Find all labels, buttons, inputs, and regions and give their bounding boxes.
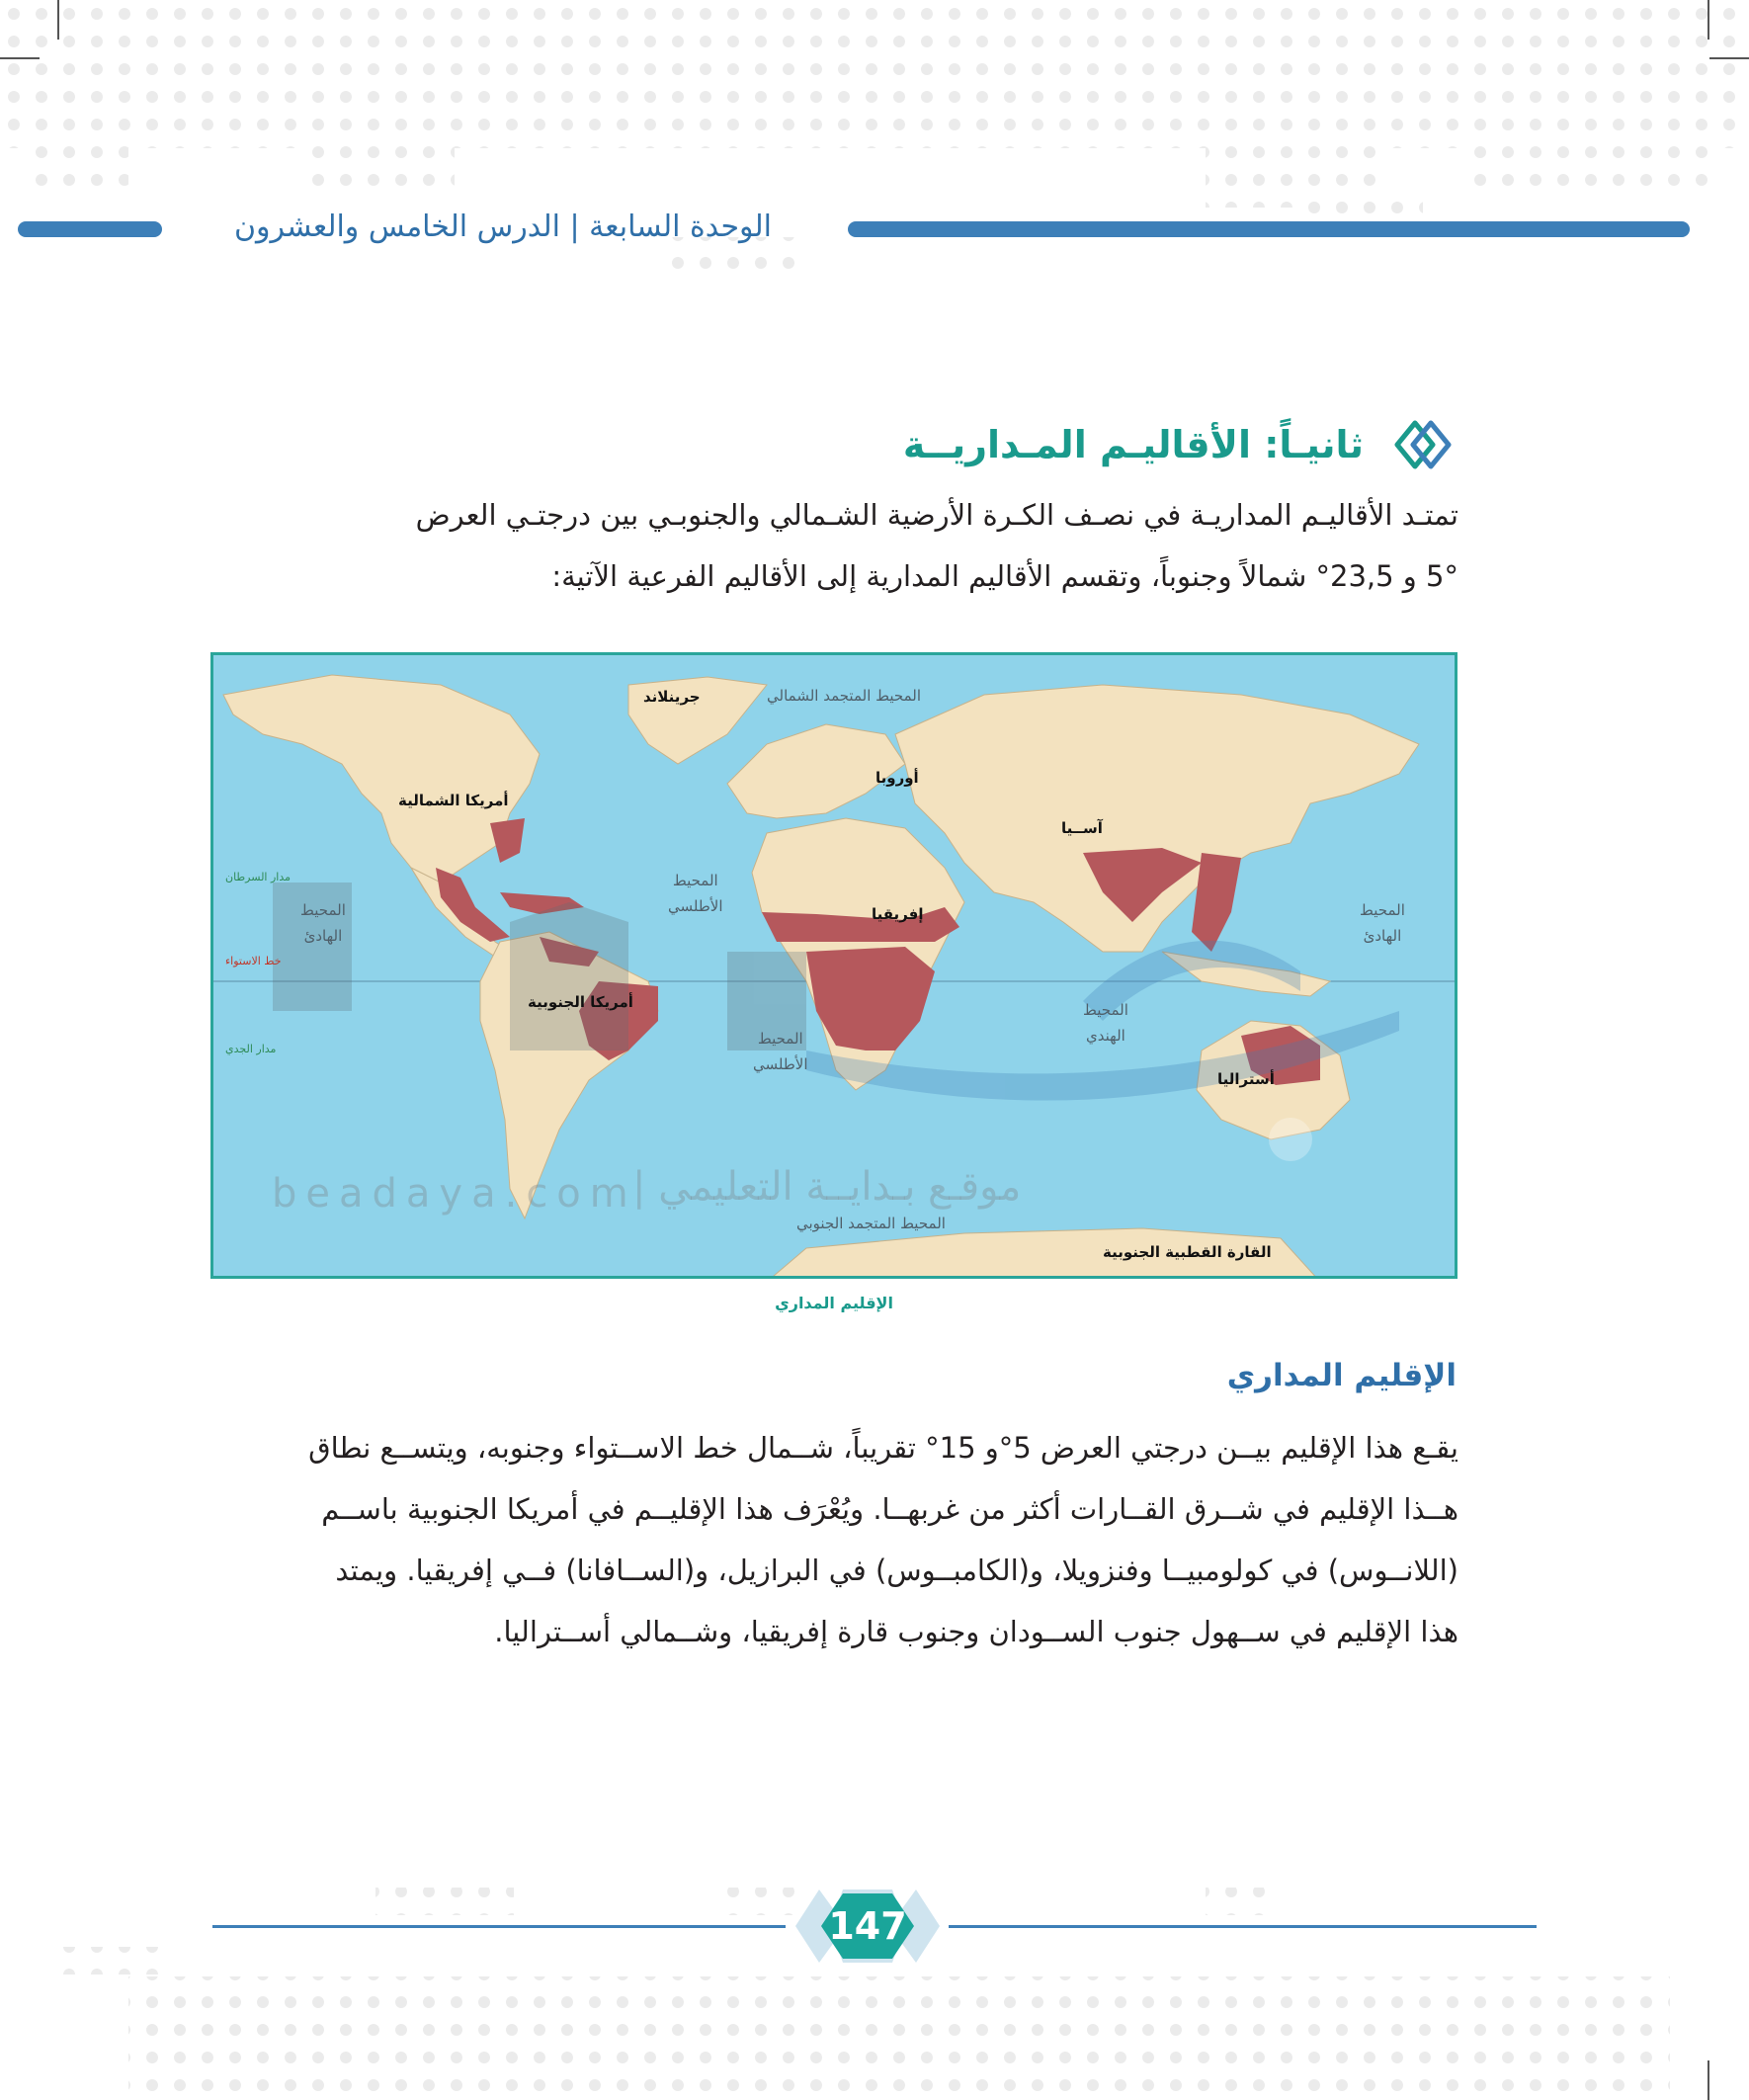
- header-bar-right: [848, 221, 1690, 237]
- label-atlantic-south: المحيط الأطلسي: [753, 1030, 808, 1073]
- page-number-badge: [791, 1872, 944, 1980]
- label-pacific-left: المحيط الهادئ: [300, 901, 346, 945]
- label-north-america: أمريكا الشمالية: [398, 792, 509, 809]
- label-greenland: جرينلاند: [643, 688, 701, 706]
- footer-line-left: [212, 1925, 786, 1928]
- crop-mark-top-left: [0, 57, 40, 59]
- body-line-2: هــذا الإقليم في شــرق القــارات أكثر من غربهــا. ويُعْرَف هذا الإقليــم في أمريكا الجنوبية باســم: [321, 1492, 1458, 1526]
- label-arctic-ocean: المحيط المتجمد الشمالي: [767, 687, 921, 705]
- label-asia: آســيا: [1061, 819, 1103, 837]
- watermark-arabic: موقـع بـدايــة التعليمي |: [632, 1164, 1022, 1210]
- label-tropic-of-cancer: مدار السرطان: [225, 871, 292, 883]
- label-tropic-of-capricorn: مدار الجدي: [225, 1043, 277, 1055]
- intro-line-1: تمتـد الأقاليـم المداريـة في نصـف الكـرة الأرضية الشـمالي والجنوبـي بين درجتـي العرض: [415, 498, 1458, 532]
- crop-mark-top-right: [1709, 57, 1749, 59]
- label-southern-ocean: المحيط المتجمد الجنوبي: [796, 1215, 946, 1232]
- footer-line-right: [949, 1925, 1537, 1928]
- crop-mark-top-left-v: [57, 0, 59, 40]
- label-africa: إفريقيا: [872, 905, 924, 923]
- label-indian-ocean: المحيط الهندي: [1083, 1001, 1128, 1045]
- label-south-america: أمريكا الجنوبية: [528, 993, 633, 1011]
- section-heading: [903, 413, 1457, 476]
- subsection-heading: الإقليم المداري: [1226, 1358, 1457, 1393]
- unit-lesson-title: الوحدة السابعة | الدرس الخامس والعشرون: [234, 210, 772, 244]
- label-antarctica: القارة القطبية الجنوبية: [1103, 1243, 1272, 1261]
- header-bar-left: [18, 221, 162, 237]
- label-europe: أوروبا: [875, 769, 919, 787]
- label-equator: خط الاستواء: [225, 955, 282, 967]
- body-line-1: يقـع هذا الإقليم بيــن درجتي العرض 5°و 15° تقريباً، شــمال خط الاســتواء وجنوبه، ويتســع نطاق: [308, 1431, 1458, 1465]
- body-line-4: هذا الإقليم في ســهول جنوب الســودان وجنوب قارة إفريقيا، وشــمالي أســتراليا.: [494, 1615, 1458, 1648]
- label-pacific-right: المحيط الهادئ: [1360, 901, 1405, 945]
- crop-mark-top-right-v: [1707, 0, 1709, 40]
- label-australia: أستراليا: [1217, 1070, 1275, 1088]
- section-heading-text: ثانيـاً: الأقاليـم المـداريــة: [902, 423, 1364, 466]
- watermark-latin: beadaya.com: [272, 1171, 637, 1217]
- label-atlantic-north: المحيط الأطلسي: [668, 872, 723, 915]
- page-number: 147: [828, 1904, 907, 1948]
- map-caption: الإقليم المداري: [775, 1294, 893, 1312]
- body-line-3: (اللانــوس) في كولومبيــا وفنزويلا، و(الكامبــوس) في البرازيل، و(الســافانا) فــي إفريقيا. ويمتد: [335, 1554, 1458, 1587]
- crop-mark-bottom-right: [1707, 2060, 1709, 2100]
- diamond-icon: [1377, 413, 1457, 476]
- intro-line-2: 5° و 23,5° شمالاً وجنوباً، وتقسم الأقاليم المدارية إلى الأقاليم الفرعية الآتية:: [551, 559, 1458, 593]
